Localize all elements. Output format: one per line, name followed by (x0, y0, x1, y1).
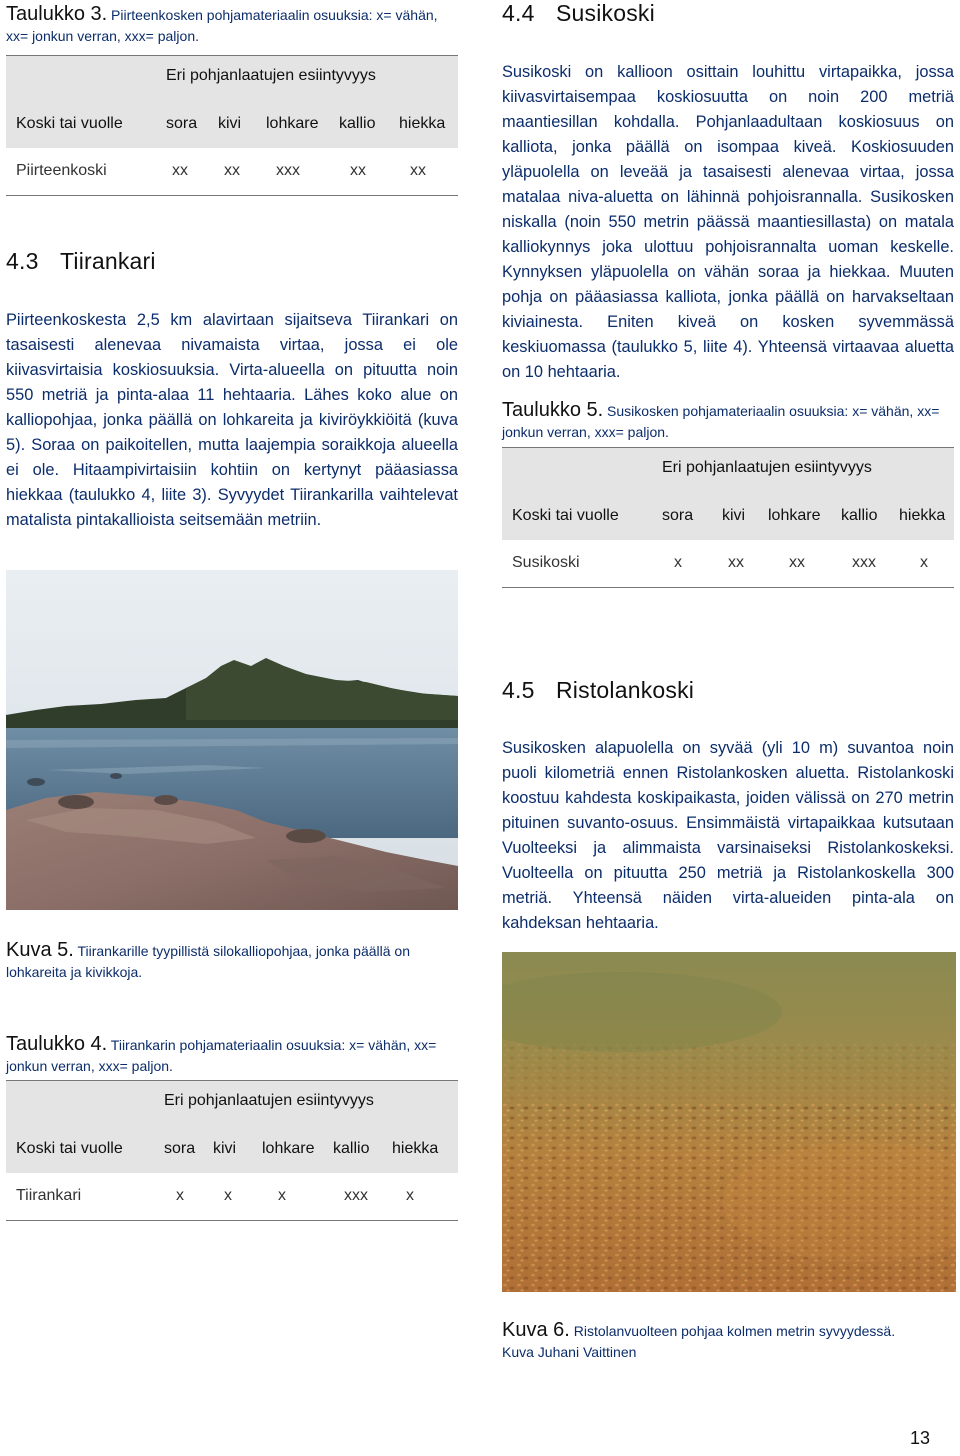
paragraph: Susikosken alapuolella on syvää (yli 10 m) suvantoa noin puoli kilometriä ennen Ristolankosken aluetta. Ristolankoski koostuu kahdesta koskipaikasta, joiden välissä on 270 metrin pituinen suvanto-osuus. Ensimmäistä virtapaikkaa kutsutaan Vuolteeksi ja alimmaista varsinaiseksi Ristolankoskeksi. Vuolteella on pituutta 250 metriä ja Ristolankoskella 300 metriä. Yhteensä näiden virta-alueiden pinta-ala on kahdeksan hehtaaria. (502, 739, 954, 932)
section-4-5-body (502, 736, 954, 936)
table5 (502, 447, 954, 588)
table3-col-kallio: kallio (339, 115, 376, 132)
table3-header-row (6, 102, 458, 149)
section-number: 4.4 (502, 0, 535, 26)
table4-caption (6, 1034, 458, 1077)
figure5-caption-lead: Kuva 5. (6, 939, 74, 961)
figure6-credit: Kuva Juhani Vaittinen (502, 1344, 637, 1360)
table4-row-name: Tiirankari (16, 1187, 82, 1204)
table4-caption-lead: Taulukko 4. (6, 1033, 108, 1055)
table4-row-kivi: x (224, 1187, 232, 1204)
table3-row-kivi: xx (224, 162, 240, 179)
table5-caption-lead: Taulukko 5. (502, 399, 604, 421)
figure5-caption-text: Tiirankarille tyypillistä silokalliopohjaa, jonka päällä on lohkareita ja kivikkoja. (6, 943, 411, 980)
riverbed-underwater-image (502, 952, 956, 1292)
table4-col-lohkare: lohkare (262, 1140, 315, 1157)
table4-col-kallio: kallio (333, 1140, 370, 1157)
table3-row-kallio: xx (350, 162, 366, 179)
table5-group-header: Eri pohjanlaatujen esiintyvyys (662, 459, 872, 476)
table5-col-sora: sora (662, 507, 694, 524)
table4 (6, 1080, 458, 1221)
table4-row-hiekka: x (406, 1187, 414, 1204)
figure6-caption-text: Ristolanvuolteen pohjaa kolmen metrin syvyydessä. (569, 1323, 896, 1339)
table4-caption-text: Tiirankarin pohjamateriaalin osuuksia: x= vähän, xx= jonkun verran, xxx= paljon. (6, 1037, 437, 1074)
table3-caption-text: Piirteenkosken pohjamateriaalin osuuksia: x= vähän, xx= jonkun verran, xxx= paljon. (6, 7, 438, 44)
table3-group-header: Eri pohjanlaatujen esiintyvyys (166, 67, 376, 84)
table3-col-kivi: kivi (218, 115, 242, 132)
table5-header-row (502, 494, 954, 541)
table4-col-kivi: kivi (213, 1140, 237, 1157)
table5-row-hiekka: x (920, 554, 928, 571)
table5-caption (502, 400, 954, 443)
table5-col-koski: Koski tai vuolle (512, 507, 619, 524)
table4-group-header-row (6, 1081, 458, 1127)
section-heading-4-5 (502, 677, 954, 704)
paragraph: Susikoski on kallioon osittain louhittu virtapaikka, jossa kiivasvirtaisempaa koskiosuutta on noin 200 metriä maantiesillan kohdalla. Pohjanlaadultaan koskiosuus on kalliota, jonka päällä on isompaa kiveä. Koskiosuuden yläpuolella on leveää ja tasaisesti alenevaa virtaa, jossa matalaa niva-aluetta on lähinnä pohjoisrannalla. Susikosken niskalla (noin 550 metrin päässä maantiesillasta) on matala kalliokynnys joka ulottuu pohjoisrannalta uoman keskelle. Kynnyksen yläpuolella on vähän soraa ja hiekkaa. Muuten pohja on pääasiassa kalliota, jonka päällä on harvakseltaan kiviainesta. Eniten kiveä on kosken syvemmässä keskiuomassa (taulukko 5, liite 4). Yhteensä virtaavaa aluetta on 10 hehtaaria. (502, 63, 954, 381)
table3-row-name: Piirteenkoski (16, 162, 107, 179)
table4-row-lohkare: x (278, 1187, 286, 1204)
section-number: 4.3 (6, 248, 39, 274)
table3-col-sora: sora (166, 115, 198, 132)
table-row (6, 1174, 458, 1220)
table4-group-header: Eri pohjanlaatujen esiintyvyys (164, 1092, 374, 1109)
table3-row-hiekka: xx (410, 162, 426, 179)
table3-caption (6, 4, 456, 47)
table5-col-lohkare: lohkare (768, 507, 821, 524)
section-4-3-body (6, 308, 458, 533)
table5-col-kivi: kivi (722, 507, 746, 524)
table5-col-kallio: kallio (841, 507, 878, 524)
table4-col-sora: sora (164, 1140, 196, 1157)
section-heading-4-3 (6, 248, 456, 275)
table4-row-sora: x (176, 1187, 184, 1204)
table5-row-lohkare: xx (789, 554, 805, 571)
table3-col-lohkare: lohkare (266, 115, 319, 132)
table3-col-hiekka: hiekka (399, 115, 446, 132)
table3-caption-lead: Taulukko 3. (6, 3, 108, 25)
section-number: 4.5 (502, 677, 535, 703)
table4-col-koski: Koski tai vuolle (16, 1140, 123, 1157)
table5-group-header-row (502, 448, 954, 494)
river-landscape-image (6, 570, 458, 910)
table5-row-kallio: xxx (852, 554, 876, 571)
section-heading-4-4 (502, 0, 954, 27)
section-title: Ristolankoski (556, 677, 695, 703)
table3-row-lohkare: xxx (276, 162, 300, 179)
table4-header-row (6, 1127, 458, 1174)
table5-caption-text: Susikosken pohjamateriaalin osuuksia: x= vähän, xx= jonkun verran, xxx= paljon. (502, 403, 940, 440)
figure6-caption (502, 1320, 954, 1363)
table3 (6, 55, 458, 196)
figure5-caption (6, 940, 458, 983)
section-title: Susikoski (556, 0, 655, 26)
figure6-caption-lead: Kuva 6. (502, 1319, 570, 1341)
table4-col-hiekka: hiekka (392, 1140, 439, 1157)
table-row (502, 541, 954, 587)
figure6-photo (502, 952, 956, 1292)
paragraph: Piirteenkoskesta 2,5 km alavirtaan sijaitseva Tiirankari on tasaisesti alenevaa nivamaista virtaa, jossa ei ole kiivasvirtaisia koskiosuuksia. Virta-alueella on pituutta noin 550 metriä ja pinta-alaa 11 hehtaaria. Lähes koko alue on kalliopohjaa, jonka päällä on lohkareita ja kiviröykkiöitä (kuva 5). Soraa on paikoitellen, mutta laajempia soraikkoja alueella ei ole. Hitaampivirtaisiin kohtiin on kertynyt pääasiassa hiekkaa (taulukko 4, liite 3). Syvyydet Tiirankarilla vaihtelevat matalista pintakallioista seitsemään metriin. (6, 311, 458, 529)
table4-row-kallio: xxx (344, 1187, 368, 1204)
table3-row-sora: xx (172, 162, 188, 179)
table-row (6, 149, 458, 195)
page-number: 13 (909, 1428, 930, 1448)
table5-col-hiekka: hiekka (899, 507, 946, 524)
table3-col-koski: Koski tai vuolle (16, 115, 123, 132)
table5-row-name: Susikoski (512, 554, 580, 571)
table5-row-sora: x (674, 554, 682, 571)
section-4-4-body (502, 60, 954, 385)
table5-row-kivi: xx (728, 554, 744, 571)
table3-group-header-row (6, 56, 458, 102)
section-title: Tiirankari (60, 248, 156, 274)
figure5-photo (6, 570, 458, 910)
